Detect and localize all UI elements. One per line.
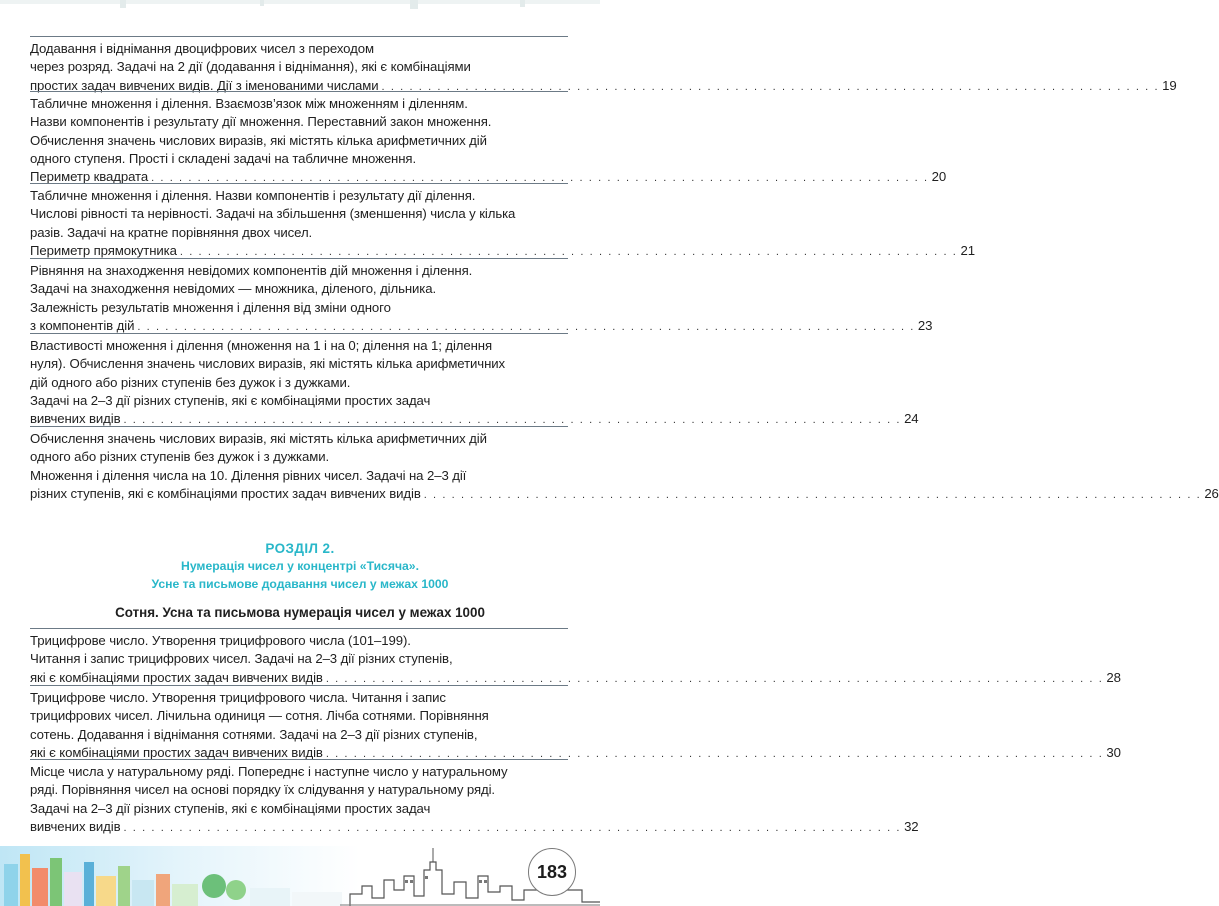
dot-leader: . . . . . . . . . . . . . . . . . . . . . . . . . . . . . . . . . . . . . . . . . . . . . . . . . . . . . . . . . . . . . . . . . . . . . . . . . . . . . . . . . . . . [179, 245, 958, 258]
entry-text-line: Множення і ділення числа на 10. Ділення рівних чисел. Задачі на 2–3 дії [30, 467, 467, 483]
entry-last-line: вивчених видів [30, 411, 121, 427]
entry-last-line: які є комбінаціями простих задач вивчених видів [30, 744, 323, 760]
entry-text-line: Читання і запис трицифрових чисел. Задачі на 2–3 дії різних ступенів, [30, 651, 453, 667]
dot-leader: . . . . . . . . . . . . . . . . . . . . . . . . . . . . . . . . . . . . . . . . . . . . . . . . . . . . . . . . . . . . . . . . . . . . . . . . . . . . . . . . . . . . [151, 172, 929, 185]
dot-leader: . . . . . . . . . . . . . . . . . . . . . . . . . . . . . . . . . . . . . . . . . . . . . . . . . . . . . . . . . . . . . . . . . . . . . . . . . . . . . . . . . . . . [137, 320, 915, 333]
dot-leader: . . . . . . . . . . . . . . . . . . . . . . . . . . . . . . . . . . . . . . . . . . . . . . . . . . . . . . . . . . . . . . . . . . . . . . . . . . . . . . . . . . . . [123, 414, 902, 427]
toc-entry[interactable] [30, 36, 1177, 96]
entry-page-number: 28 [1106, 669, 1121, 685]
entry-last-line: простих задач вивчених видів. Дії з іменованими числами [30, 77, 379, 93]
entry-text-line: Залежність результатів множення і ділення від зміни одного [30, 299, 391, 315]
entry-text-line: нуля). Обчислення значень числових виразів, які містять кілька арифметичних [30, 356, 506, 372]
subsection-heading: Сотня. Усна та письмова нумерація чисел у межах 1000 [115, 605, 485, 620]
entry-text-line: ряді. Порівняння чисел на основі порядку їх слідування у натуральному ряді. [30, 782, 495, 798]
entry-text-line: Табличне множення і ділення. Взаємозв’язок між множенням і діленням. [30, 96, 468, 111]
entry-last-line: різних ступенів, які є комбінаціями простих задач вивчених видів [30, 485, 421, 501]
top-clipped-header-art [0, 0, 600, 20]
entry-text-line: дій одного або різних ступенів без дужок і з дужками. [30, 374, 351, 390]
entry-last-line: Периметр прямокутника [30, 242, 177, 258]
entry-text-line: разів. Задачі на кратне порівняння двох чисел. [30, 224, 313, 240]
entry-text-line: Місце числа у натуральному ряді. Попереднє і наступне число у натуральному [30, 764, 508, 779]
section-subtitle: Усне та письмове додавання чисел у межах 1000 [151, 577, 449, 591]
entry-page-number: 24 [904, 411, 919, 427]
toc-entry[interactable] [30, 685, 1121, 763]
entry-text-line: Властивості множення і ділення (множення на 1 і на 0; ділення на 1; ділення [30, 338, 493, 353]
entry-text-line: Назви компонентів і результату дії множення. Переставний закон множення. [30, 114, 492, 130]
toc-entry[interactable] [30, 91, 947, 187]
dot-leader: . . . . . . . . . . . . . . . . . . . . . . . . . . . . . . . . . . . . . . . . . . . . . . . . . . . . . . . . . . . . . . . . . . . . . . . . . . . . . . . . . . . . [325, 672, 1104, 685]
entry-text-line: Задачі на 2–3 дії різних ступенів, які є комбінаціями простих задач [30, 800, 431, 816]
section-subtitle: Нумерація чисел у концентрі «Тисяча». [181, 559, 419, 573]
entry-text-line: через розряд. Задачі на 2 дії (додавання і віднімання), які є комбінаціями [30, 59, 471, 75]
dot-leader: . . . . . . . . . . . . . . . . . . . . . . . . . . . . . . . . . . . . . . . . . . . . . . . . . . . . . . . . . . . . . . . . . . . . . . . . . . . . . . . . . . . . [123, 821, 902, 834]
entry-text-line: Обчислення значень числових виразів, які містять кілька арифметичних дій [30, 431, 487, 446]
entry-last-line: Периметр квадрата [30, 169, 149, 185]
entry-page-number: 23 [917, 317, 933, 333]
entry-text-line: Табличне множення і ділення. Назви компонентів і результату дії ділення. [30, 188, 476, 203]
entry-page-number: 19 [1162, 77, 1177, 93]
entry-text-line: Обчислення значень числових виразів, які містять кілька арифметичних дій [30, 132, 487, 148]
dot-leader: . . . . . . . . . . . . . . . . . . . . . . . . . . . . . . . . . . . . . . . . . . . . . . . . . . . . . . . . . . . . . . . . . . . . . . . . . . . . . . . . . . . . [423, 488, 1202, 501]
entry-page-number: 32 [904, 818, 919, 834]
entry-text-line: трицифрових чисел. Лічильна одиниця — сотня. Лічба сотнями. Порівняння [30, 708, 489, 724]
entry-text-line: Додавання і віднімання двоцифрових чисел з переходом [30, 41, 374, 56]
entry-text-line: Трицифрове число. Утворення трицифрового числа (101–199). [30, 633, 411, 648]
entry-text-line: одного або різних ступенів без дужок і з дужками. [30, 449, 330, 465]
dot-leader: . . . . . . . . . . . . . . . . . . . . . . . . . . . . . . . . . . . . . . . . . . . . . . . . . . . . . . . . . . . . . . . . . . . . . . . . . . . . . . . . . . . . [325, 747, 1104, 760]
city-skyline-illustration [0, 806, 600, 906]
toc-entry[interactable] [30, 628, 1121, 688]
entry-page-number: 30 [1106, 744, 1121, 760]
dot-leader: . . . . . . . . . . . . . . . . . . . . . . . . . . . . . . . . . . . . . . . . . . . . . . . . . . . . . . . . . . . . . . . . . . . . . . . . . . . . . . . . . . . . [381, 80, 1160, 93]
toc-entry[interactable] [30, 426, 1219, 504]
entry-page-number: 20 [931, 169, 947, 185]
entry-text-line: Рівняння на знаходження невідомих компонентів дій множення і ділення. [30, 263, 473, 278]
entry-text-line: одного ступеня. Прості і складені задачі на табличне множення. [30, 150, 417, 166]
entry-text-line: сотень. Додавання і віднімання сотнями. Задачі на 2–3 дії різних ступенів, [30, 726, 478, 742]
entry-last-line: з компонентів дій [30, 317, 135, 333]
toc-entry[interactable] [30, 183, 975, 261]
entry-page-number: 21 [960, 242, 975, 258]
entry-page-number: 26 [1204, 485, 1219, 501]
toc-entry[interactable] [30, 258, 933, 336]
toc-entry[interactable] [30, 333, 919, 429]
entry-last-line: вивчених видів [30, 818, 121, 834]
entry-last-line: які є комбінаціями простих задач вивчених видів [30, 669, 323, 685]
section-title: РОЗДІЛ 2. [265, 541, 335, 556]
entry-text-line: Задачі на 2–3 дії різних ступенів, які є комбінаціями простих задач [30, 392, 431, 408]
entry-text-line: Задачі на знаходження невідомих — множника, діленого, дільника. [30, 281, 437, 297]
entry-text-line: Трицифрове число. Утворення трицифрового числа. Читання і запис [30, 690, 446, 705]
entry-text-line: Числові рівності та нерівності. Задачі на збільшення (зменшення) числа у кілька [30, 206, 516, 222]
page-number-badge: 183 [528, 848, 576, 896]
